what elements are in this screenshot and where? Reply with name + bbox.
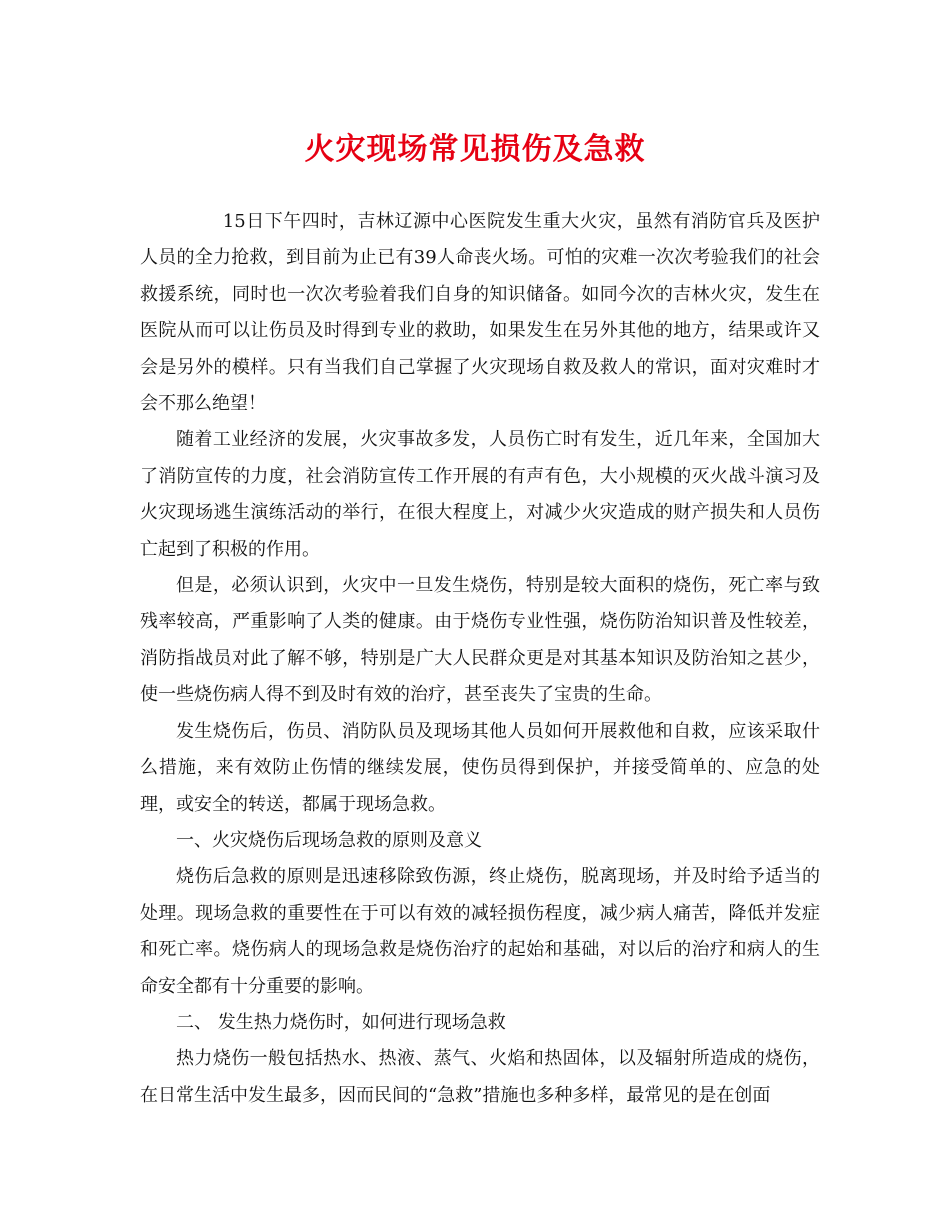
document-title: 火灾现场常见损伤及急救 (304, 132, 646, 167)
paragraph-thermal-burns: 热力烧伤一般包括热水、热液、蒸气、火焰和热固体，以及辐射所造成的烧伤，在日常生活中发生最多，因而民间的“急救”措施也多种多样，最常见的是在创面 (140, 1048, 820, 1106)
paragraph-first-aid-definition: 发生烧伤后，伤员、消防队员及现场其他人员如何开展救他和自救，应该采取什么措施，来有效防止伤情的继续发展，使伤员得到保护，并接受简单的、应急的处理，或安全的转送，都属于现场急救。 (140, 720, 820, 815)
paragraph-principles: 烧伤后急救的原则是迅速移除致伤源，终止烧伤，脱离现场，并及时给予适当的处理。现场急救的重要性在于可以有效的减轻损伤程度，减少病人痛苦，降低并发症和死亡率。烧伤病人的现场急救是烧伤治疗的起始和基础，对以后的治疗和病人的生命安全都有十分重要的影响。 (140, 866, 820, 997)
document-body (140, 204, 820, 1114)
section-heading-1: 一、火灾烧伤后现场急救的原则及意义 (176, 829, 482, 851)
paragraph-background: 随着工业经济的发展，火灾事故多发，人员伤亡时有发生，近几年来，全国加大了消防宣传的力度，社会消防宣传工作开展的有声有色，大小规模的灭火战斗演习及火灾现场逃生演练活动的举行，在很大程度上，对减少火灾造成的财产损失和人员伤亡起到了积极的作用。 (140, 429, 820, 560)
paragraph-problem: 但是，必须认识到，火灾中一旦发生烧伤，特别是较大面积的烧伤，死亡率与致残率较高，严重影响了人类的健康。由于烧伤专业性强，烧伤防治知识普及性较差，消防指战员对此了解不够，特别是广大人民群众更是对其基本知识及防治知之甚少，使一些烧伤病人得不到及时有效的治疗，甚至丧失了宝贵的生命。 (140, 575, 820, 706)
paragraph-intro: 15日下午四时，吉林辽源中心医院发生重大火灾，虽然有消防官兵及医护人员的全力抢救，到目前为止已有39人命丧火场。可怕的灾难一次次考验我们的社会救援系统，同时也一次次考验着我们自身的知识储备。如同今次的吉林火灾，发生在医院从而可以让伤员及时得到专业的救助，如果发生在另外其他的地方，结果或许又会是另外的模样。只有当我们自己掌握了火灾现场自救及救人的常识，面对灾难时才会不那么绝望！ (140, 211, 820, 415)
section-heading-2: 二、 发生热力烧伤时，如何进行现场急救 (176, 1011, 506, 1033)
